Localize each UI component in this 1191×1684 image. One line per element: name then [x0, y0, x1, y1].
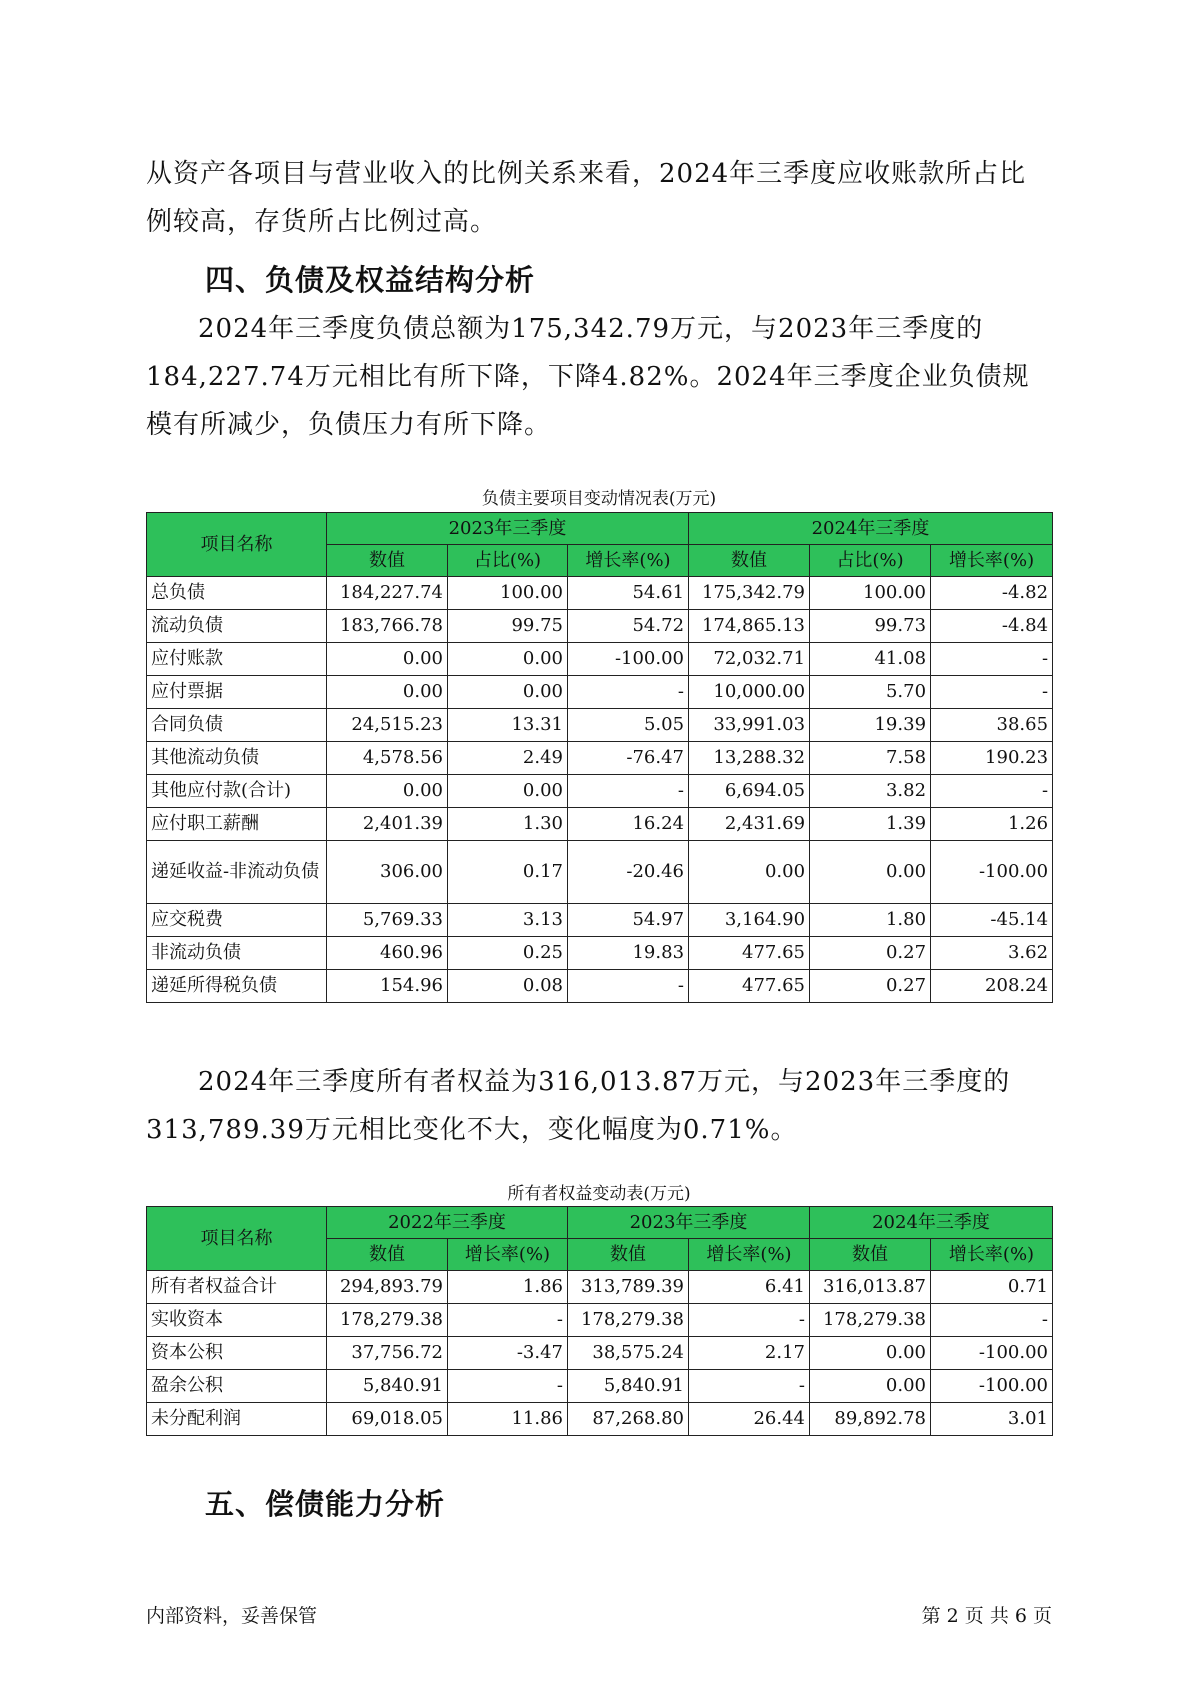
- cell-v23: 154.96: [327, 970, 448, 1003]
- cell-v23: 38,575.24: [568, 1337, 689, 1370]
- cell-v24: 316,013.87: [810, 1271, 931, 1304]
- cell-v23: 5,769.33: [327, 904, 448, 937]
- table-row: [147, 643, 1053, 676]
- cell-g24: -: [931, 775, 1053, 808]
- cell-v23: 0.00: [327, 643, 448, 676]
- cell-v24: 2,431.69: [689, 808, 810, 841]
- row-label: 递延所得税负债: [147, 970, 327, 1003]
- cell-v23: 0.00: [327, 676, 448, 709]
- cell-s23: 0.25: [448, 937, 568, 970]
- cell-g24: 3.62: [931, 937, 1053, 970]
- cell-g24: 38.65: [931, 709, 1053, 742]
- cell-s24: 1.80: [810, 904, 931, 937]
- cell-g24: -: [931, 676, 1053, 709]
- cell-v24: 0.00: [689, 841, 810, 904]
- row-label: 非流动负债: [147, 937, 327, 970]
- cell-g24: -: [931, 643, 1053, 676]
- table-row: [147, 1370, 1053, 1403]
- cell-v24: 72,032.71: [689, 643, 810, 676]
- subheader-growth-2023: 增长率(%): [689, 1239, 810, 1271]
- column-header-name: 项目名称: [147, 1207, 327, 1271]
- row-label: 应付职工薪酬: [147, 808, 327, 841]
- footer-page-number: 第 2 页 共 6 页: [921, 1605, 1052, 1627]
- cell-v23: 24,515.23: [327, 709, 448, 742]
- row-label: 资本公积: [147, 1337, 327, 1370]
- subheader-value-2023: 数值: [327, 545, 448, 577]
- liability-table-caption: 负债主要项目变动情况表(万元): [481, 489, 717, 509]
- cell-s23: 0.00: [448, 775, 568, 808]
- section-5-heading: 五、偿债能力分析: [205, 1487, 446, 1521]
- cell-s24: 7.58: [810, 742, 931, 775]
- cell-g23: -: [568, 676, 689, 709]
- equity-table-header-row-1: [147, 1207, 1053, 1239]
- table-row: [147, 841, 1053, 904]
- subheader-value-2022: 数值: [327, 1239, 448, 1271]
- cell-v23: 0.00: [327, 775, 448, 808]
- row-label: 其他流动负债: [147, 742, 327, 775]
- cell-s23: 2.49: [448, 742, 568, 775]
- cell-v23: 4,578.56: [327, 742, 448, 775]
- cell-g24: -45.14: [931, 904, 1053, 937]
- cell-g24: -4.84: [931, 610, 1053, 643]
- cell-v23: 178,279.38: [568, 1304, 689, 1337]
- cell-v24: 175,342.79: [689, 577, 810, 610]
- cell-v22: 5,840.91: [327, 1370, 448, 1403]
- cell-g24: -: [931, 1304, 1053, 1337]
- cell-v24: 89,892.78: [810, 1403, 931, 1436]
- cell-s24: 5.70: [810, 676, 931, 709]
- section-4-heading: 四、负债及权益结构分析: [205, 263, 536, 297]
- cell-v22: 178,279.38: [327, 1304, 448, 1337]
- cell-g23: 54.61: [568, 577, 689, 610]
- table-row: [147, 904, 1053, 937]
- cell-s23: 99.75: [448, 610, 568, 643]
- table-row: [147, 742, 1053, 775]
- subheader-value-2023: 数值: [568, 1239, 689, 1271]
- cell-s24: 100.00: [810, 577, 931, 610]
- cell-g22: 11.86: [448, 1403, 568, 1436]
- cell-v23: 5,840.91: [568, 1370, 689, 1403]
- table-row: [147, 676, 1053, 709]
- cell-v24: 477.65: [689, 937, 810, 970]
- row-label: 应交税费: [147, 904, 327, 937]
- row-label: 所有者权益合计: [147, 1271, 327, 1304]
- row-label: 流动负债: [147, 610, 327, 643]
- subheader-growth-2024: 增长率(%): [931, 1239, 1053, 1271]
- cell-g23: -: [568, 775, 689, 808]
- cell-v24: 33,991.03: [689, 709, 810, 742]
- table-row: [147, 808, 1053, 841]
- table-row: [147, 1337, 1053, 1370]
- subheader-share-2024: 占比(%): [810, 545, 931, 577]
- cell-s23: 13.31: [448, 709, 568, 742]
- liability-table-header-row-1: [147, 513, 1053, 545]
- column-header-2024: 2024年三季度: [810, 1207, 1053, 1239]
- subheader-value-2024: 数值: [810, 1239, 931, 1271]
- subheader-growth-2022: 增长率(%): [448, 1239, 568, 1271]
- table-row: [147, 937, 1053, 970]
- table-row: [147, 1304, 1053, 1337]
- cell-v24: 13,288.32: [689, 742, 810, 775]
- cell-s24: 0.27: [810, 970, 931, 1003]
- cell-s23: 100.00: [448, 577, 568, 610]
- row-label: 未分配利润: [147, 1403, 327, 1436]
- cell-g23: -76.47: [568, 742, 689, 775]
- cell-g23: 5.05: [568, 709, 689, 742]
- subheader-value-2024: 数值: [689, 545, 810, 577]
- cell-g23: -: [568, 970, 689, 1003]
- cell-g22: -: [448, 1304, 568, 1337]
- footer-left-note: 内部资料，妥善保管: [146, 1605, 318, 1627]
- cell-s24: 1.39: [810, 808, 931, 841]
- cell-g23: 26.44: [689, 1403, 810, 1436]
- cell-s24: 0.27: [810, 937, 931, 970]
- cell-g23: 54.72: [568, 610, 689, 643]
- cell-s23: 0.00: [448, 643, 568, 676]
- row-label: 其他应付款(合计): [147, 775, 327, 808]
- cell-s24: 99.73: [810, 610, 931, 643]
- cell-g24: -4.82: [931, 577, 1053, 610]
- liability-summary-paragraph: 2024年三季度负债总额为175,342.79万元，与2023年三季度的184,227.74万元相比有所下降，下降4.82%。2024年三季度企业负债规模有所减少，负债压力有所下降。: [146, 314, 1030, 440]
- cell-v22: 294,893.79: [327, 1271, 448, 1304]
- table-row: [147, 775, 1053, 808]
- subheader-growth-2024: 增长率(%): [931, 545, 1053, 577]
- cell-g24: 3.01: [931, 1403, 1053, 1436]
- table-row: [147, 709, 1053, 742]
- table-row: [147, 1403, 1053, 1436]
- column-header-2023: 2023年三季度: [327, 513, 689, 545]
- row-label: 应付账款: [147, 643, 327, 676]
- subheader-growth-2023: 增长率(%): [568, 545, 689, 577]
- cell-v22: 37,756.72: [327, 1337, 448, 1370]
- table-row: [147, 1271, 1053, 1304]
- column-header-2024: 2024年三季度: [689, 513, 1053, 545]
- cell-g23: -: [689, 1304, 810, 1337]
- cell-v24: 174,865.13: [689, 610, 810, 643]
- equity-table-caption: 所有者权益变动表(万元): [507, 1184, 691, 1204]
- liability-table: [146, 512, 1053, 1003]
- cell-v24: 178,279.38: [810, 1304, 931, 1337]
- cell-g22: -: [448, 1370, 568, 1403]
- row-label: 总负债: [147, 577, 327, 610]
- cell-v23: 87,268.80: [568, 1403, 689, 1436]
- column-header-2022: 2022年三季度: [327, 1207, 568, 1239]
- cell-v23: 2,401.39: [327, 808, 448, 841]
- cell-g22: 1.86: [448, 1271, 568, 1304]
- table-row: [147, 577, 1053, 610]
- row-label: 实收资本: [147, 1304, 327, 1337]
- equity-summary-paragraph: 2024年三季度所有者权益为316,013.87万元，与2023年三季度的313,789.39万元相比变化不大，变化幅度为0.71%。: [146, 1067, 1011, 1145]
- column-header-2023: 2023年三季度: [568, 1207, 810, 1239]
- table-row: [147, 610, 1053, 643]
- cell-s23: 0.00: [448, 676, 568, 709]
- table-row: [147, 970, 1053, 1003]
- cell-s23: 1.30: [448, 808, 568, 841]
- cell-v24: 477.65: [689, 970, 810, 1003]
- cell-g23: 2.17: [689, 1337, 810, 1370]
- cell-g24: 190.23: [931, 742, 1053, 775]
- cell-v24: 0.00: [810, 1337, 931, 1370]
- cell-v23: 313,789.39: [568, 1271, 689, 1304]
- cell-v24: 6,694.05: [689, 775, 810, 808]
- cell-v24: 3,164.90: [689, 904, 810, 937]
- cell-v24: 10,000.00: [689, 676, 810, 709]
- row-label: 合同负债: [147, 709, 327, 742]
- cell-g22: -3.47: [448, 1337, 568, 1370]
- cell-s24: 3.82: [810, 775, 931, 808]
- cell-v23: 184,227.74: [327, 577, 448, 610]
- cell-g24: 208.24: [931, 970, 1053, 1003]
- cell-s24: 19.39: [810, 709, 931, 742]
- cell-g24: -100.00: [931, 1370, 1053, 1403]
- intro-paragraph: 从资产各项目与营业收入的比例关系来看，2024年三季度应收账款所占比例较高，存货所占比例过高。: [146, 159, 1027, 237]
- cell-v24: 0.00: [810, 1370, 931, 1403]
- cell-v23: 183,766.78: [327, 610, 448, 643]
- cell-g23: -: [689, 1370, 810, 1403]
- subheader-share-2023: 占比(%): [448, 545, 568, 577]
- cell-g24: 0.71: [931, 1271, 1053, 1304]
- cell-g24: -100.00: [931, 1337, 1053, 1370]
- cell-g23: 19.83: [568, 937, 689, 970]
- cell-s24: 41.08: [810, 643, 931, 676]
- cell-v22: 69,018.05: [327, 1403, 448, 1436]
- row-label: 盈余公积: [147, 1370, 327, 1403]
- cell-s23: 0.17: [448, 841, 568, 904]
- cell-g24: 1.26: [931, 808, 1053, 841]
- cell-g23: 54.97: [568, 904, 689, 937]
- row-label: 递延收益-非流动负债: [147, 841, 327, 904]
- column-header-name: 项目名称: [147, 513, 327, 577]
- cell-v23: 306.00: [327, 841, 448, 904]
- cell-g23: -100.00: [568, 643, 689, 676]
- cell-g23: -20.46: [568, 841, 689, 904]
- row-label: 应付票据: [147, 676, 327, 709]
- cell-v23: 460.96: [327, 937, 448, 970]
- equity-table: [146, 1206, 1053, 1436]
- cell-g24: -100.00: [931, 841, 1053, 904]
- cell-g23: 16.24: [568, 808, 689, 841]
- cell-s24: 0.00: [810, 841, 931, 904]
- cell-s23: 3.13: [448, 904, 568, 937]
- cell-g23: 6.41: [689, 1271, 810, 1304]
- cell-s23: 0.08: [448, 970, 568, 1003]
